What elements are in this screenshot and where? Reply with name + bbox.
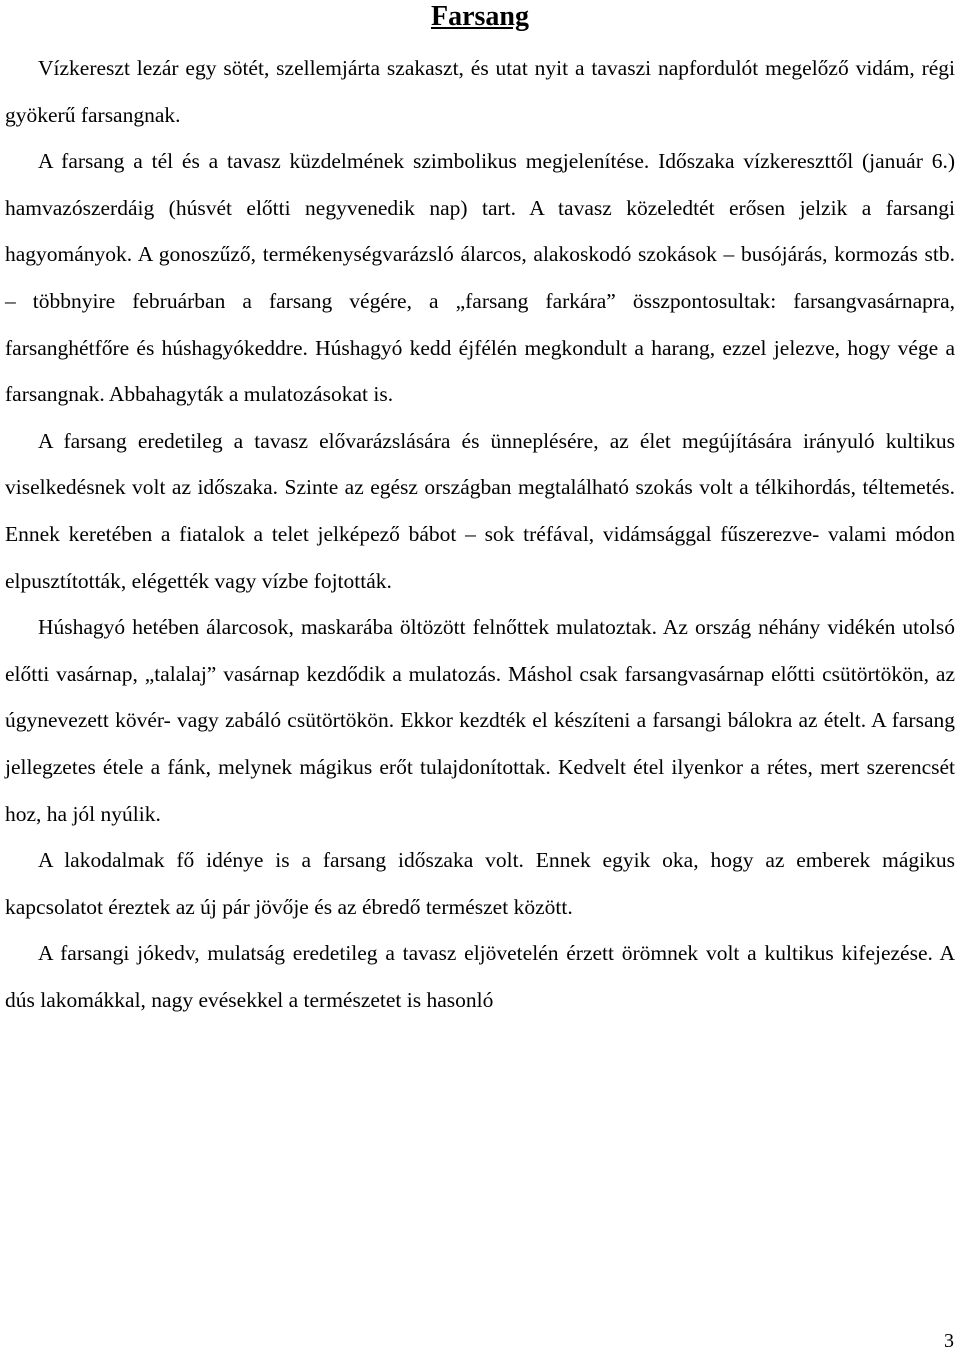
page-number: 3 [944,1330,954,1352]
document-body [5,45,955,1023]
paragraph-3: A farsang eredetileg a tavasz elővarázslására és ünneplésére, az élet megújítására irányuló kultikus viselkedésnek volt az időszaka. Szinte az egész országban megtalálható szokás volt a télkihordás, téltemetés. Ennek keretében a fiatalok a telet jelképező bábot – sok tréfával, vidámsággal fűszerezve- valami módon elpusztították, elégették vagy vízbe fojtották. [5,428,955,593]
paragraph-1: Vízkereszt lezár egy sötét, szellemjárta szakaszt, és utat nyit a tavaszi napfordulót megelőző vidám, régi gyökerű farsangnak. [5,56,955,127]
page-title: Farsang [431,1,529,32]
paragraph-5: A lakodalmak fő idénye is a farsang időszaka volt. Ennek egyik oka, hogy az emberek mágikus kapcsolatot éreztek az új pár jövője és az ébredő természet között. [5,848,955,919]
paragraph-4: Húshagyó hetében álarcosok, maskarába öltözött felnőttek mulatoztak. Az ország néhány vidékén utolsó előtti vasárnap, „talalaj” vasárnap kezdődik a mulatozás. Máshol csak farsangvasárnap előtti csütörtökön, az úgynevezett kövér- vagy zabáló csütörtökön. Ekkor kezdték el készíteni a farsangi bálokra az ételt. A farsang jellegzetes étele a fánk, melynek mágikus erőt tulajdonítottak. Kedvelt étel ilyenkor a rétes, mert szerencsét hoz, ha jól nyúlik. [5,615,955,826]
paragraph-2: A farsang a tél és a tavasz küzdelmének szimbolikus megjelenítése. Időszaka vízkereszttől (január 6.) hamvazószerdáig (húsvét előtti negyvenedik nap) tart. A tavasz közeledtét erősen jelzik a farsangi hagyományok. A gonoszűző, termékenységvarázsló álarcos, alakoskodó szokások – busójárás, kormozás stb. – többnyire februárban a farsang végére, a „farsang farkára” összpontosultak: farsangvasárnapra, farsanghétfőre és húshagyókeddre. Húshagyó kedd éjfélén megkondult a harang, ezzel jelezve, hogy vége a farsangnak. Abbahagyták a mulatozásokat is. [5,149,955,407]
paragraph-6: A farsangi jókedv, mulatság eredetileg a tavasz eljövetelén érzett örömnek volt a kultikus kifejezése. A dús lakomákkal, nagy evésekkel a természetet is hasonló [5,941,955,1012]
